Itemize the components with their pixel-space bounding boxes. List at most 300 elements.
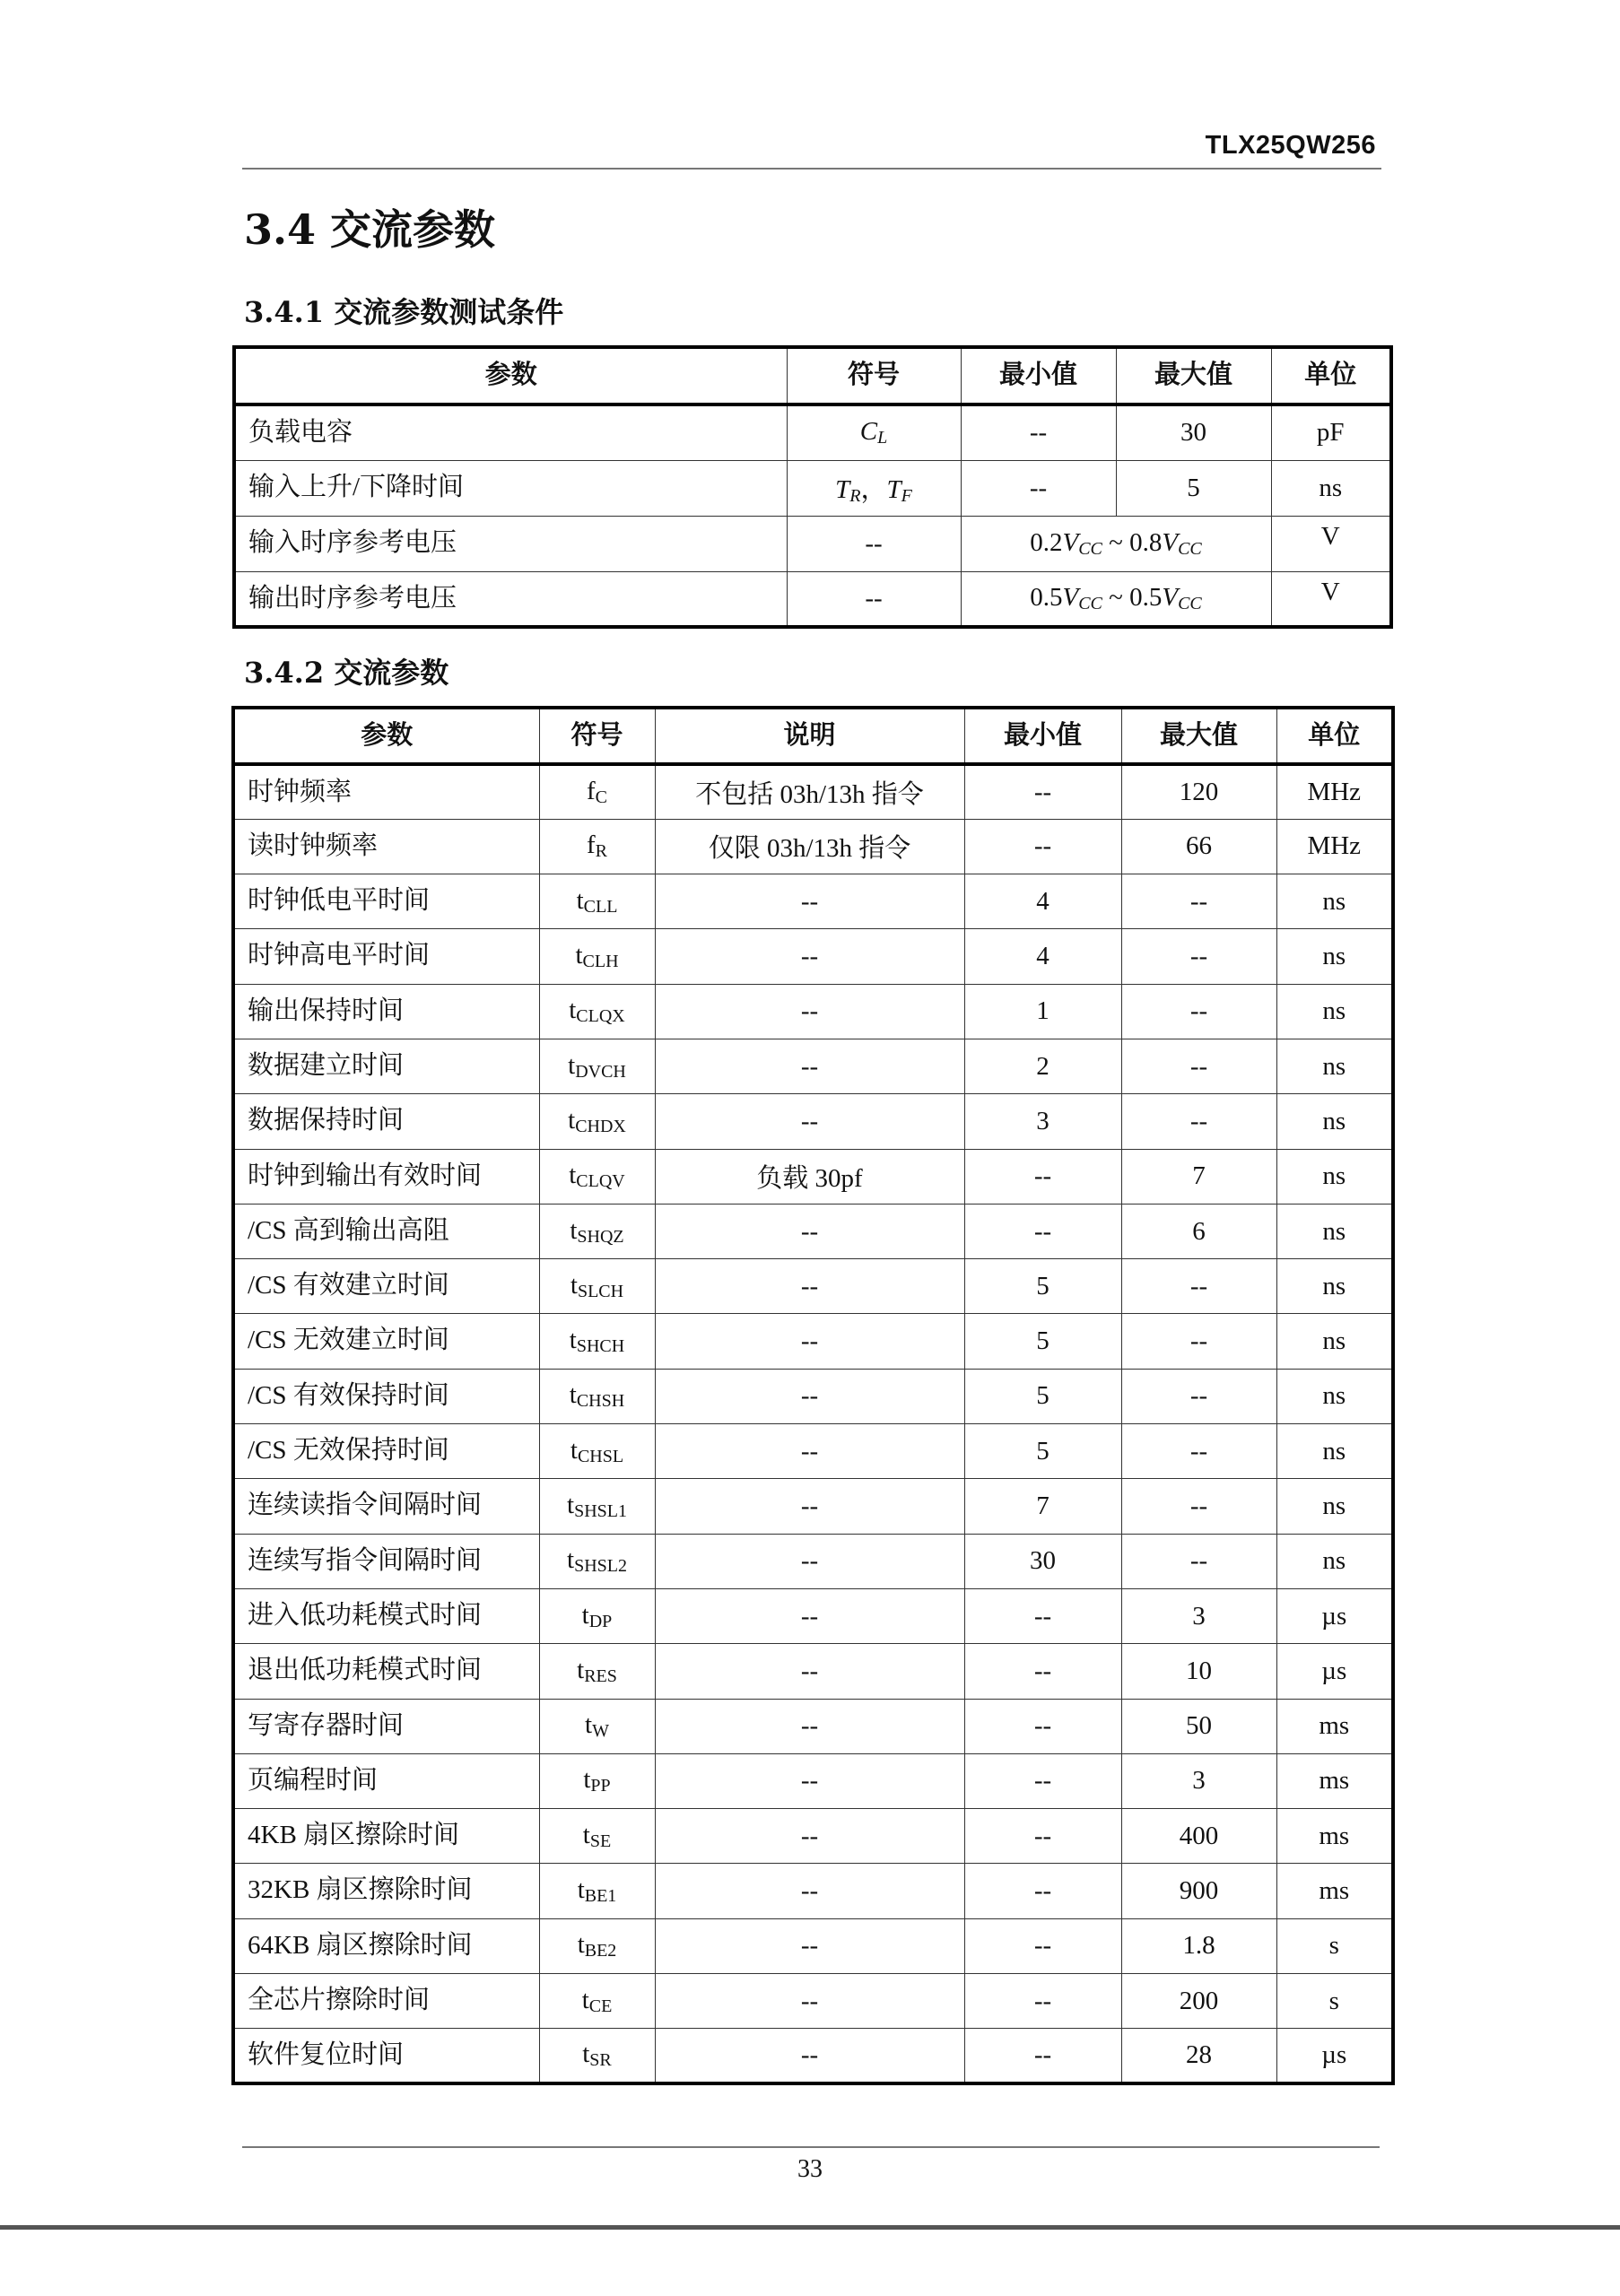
symbol xyxy=(582,1986,613,2014)
symbol-base: t xyxy=(569,1161,577,1190)
param-cell: 输出时序参考电压 xyxy=(234,571,787,627)
note-cell: -- xyxy=(655,1259,964,1314)
symbol-subscript: CC xyxy=(1078,593,1102,613)
param-cell: 页编程时间 xyxy=(233,1753,539,1808)
table-row xyxy=(233,1259,1393,1314)
symbol-base: t xyxy=(577,1930,585,1960)
symbol-cell xyxy=(539,1149,655,1204)
unit-cell: MHz xyxy=(1276,764,1393,819)
symbol-subscript: SHSL1 xyxy=(574,1501,627,1521)
symbol-base: t xyxy=(585,1710,593,1740)
footer-divider xyxy=(242,2146,1380,2148)
unit-cell: pF xyxy=(1271,404,1391,460)
max-cell: 10 xyxy=(1121,1644,1276,1699)
symbol-subscript: R xyxy=(595,841,607,862)
symbol-cell xyxy=(539,1479,655,1534)
max-cell: 6 xyxy=(1121,1204,1276,1258)
symbol-cell xyxy=(539,874,655,929)
max-cell: 3 xyxy=(1121,1753,1276,1808)
min-cell: 1 xyxy=(964,984,1121,1039)
symbol-base: T xyxy=(835,475,850,504)
symbol xyxy=(577,1656,617,1684)
symbol-cell xyxy=(539,1974,655,2029)
unit-cell: V xyxy=(1271,571,1391,627)
symbol-cell xyxy=(539,929,655,984)
min-cell: 5 xyxy=(964,1314,1121,1369)
symbol xyxy=(569,996,625,1027)
param-cell: 时钟低电平时间 xyxy=(233,874,539,929)
table-row xyxy=(233,1314,1393,1369)
table-row xyxy=(233,1149,1393,1204)
symbol xyxy=(569,1326,625,1357)
symbol-subscript: CC xyxy=(1178,538,1202,559)
symbol xyxy=(1062,528,1102,557)
param-cell: 时钟高电平时间 xyxy=(233,929,539,984)
unit-cell: s xyxy=(1276,1918,1393,1973)
symbol-subscript: W xyxy=(592,1721,609,1742)
symbol xyxy=(577,1875,617,1907)
note-cell: -- xyxy=(655,1699,964,1753)
column-header: 参数 xyxy=(233,708,539,764)
symbol xyxy=(587,777,607,805)
max-cell: -- xyxy=(1121,1039,1276,1093)
min-cell: 2 xyxy=(964,1039,1121,1093)
symbol-base: V xyxy=(1162,527,1179,557)
unit-cell: µs xyxy=(1276,1588,1393,1643)
range-cell xyxy=(961,516,1271,571)
symbol-base: t xyxy=(569,1326,577,1355)
symbol-subscript: CE xyxy=(588,1996,613,2016)
table-row xyxy=(233,1588,1393,1643)
symbol-cell xyxy=(539,819,655,874)
note-cell: -- xyxy=(655,1424,964,1479)
symbol-base: t xyxy=(570,1215,578,1245)
min-cell: 4 xyxy=(964,874,1121,929)
range-separator: ~ xyxy=(1102,582,1130,612)
table-row xyxy=(233,1864,1393,1918)
symbol-base: t xyxy=(568,1050,576,1080)
range-high: 0.8 xyxy=(1129,527,1163,557)
symbol xyxy=(583,1821,611,1849)
symbol-base: V xyxy=(1162,582,1179,612)
symbol xyxy=(1162,528,1201,557)
param-cell: 连续写指令间隔时间 xyxy=(233,1534,539,1588)
symbol-cell xyxy=(539,1534,655,1588)
symbol-cell xyxy=(539,1424,655,1479)
max-cell: 7 xyxy=(1121,1149,1276,1204)
symbol-subscript: RES xyxy=(584,1665,617,1686)
max-cell: -- xyxy=(1121,1424,1276,1479)
symbol xyxy=(1062,583,1102,612)
max-cell: 50 xyxy=(1121,1699,1276,1753)
max-cell: 30 xyxy=(1116,404,1271,460)
symbol-subscript: SR xyxy=(589,2050,612,2071)
param-cell: 4KB 扇区擦除时间 xyxy=(233,1809,539,1864)
min-cell: -- xyxy=(964,1753,1121,1808)
symbol-base: t xyxy=(568,1105,576,1135)
symbol xyxy=(582,2039,612,2071)
symbol-subscript: CHSH xyxy=(576,1391,625,1412)
unit-cell: ns xyxy=(1276,1479,1393,1534)
max-cell: -- xyxy=(1121,1094,1276,1149)
param-cell: 软件复位时间 xyxy=(233,2029,539,2083)
symbol-base: V xyxy=(1062,527,1079,557)
min-cell: -- xyxy=(964,1699,1121,1753)
symbol-subscript: PP xyxy=(590,1776,611,1796)
unit-cell: ns xyxy=(1276,1039,1393,1093)
table-row xyxy=(233,1094,1393,1149)
table-row xyxy=(233,2029,1393,2083)
symbol-base: t xyxy=(567,1491,575,1519)
param-cell: 输入上升/下降时间 xyxy=(234,460,787,516)
symbol-base: t xyxy=(569,996,577,1025)
symbol-cell xyxy=(539,1864,655,1918)
max-cell: 3 xyxy=(1121,1588,1276,1643)
header-divider xyxy=(242,168,1381,170)
symbol xyxy=(578,1930,617,1959)
symbol-cell xyxy=(539,1039,655,1093)
symbol xyxy=(835,475,860,504)
unit-cell: ns xyxy=(1276,1534,1393,1588)
symbol-subscript: CHDX xyxy=(575,1116,626,1136)
column-header: 说明 xyxy=(655,708,964,764)
symbol xyxy=(569,1380,625,1412)
min-cell: 3 xyxy=(964,1094,1121,1149)
symbol-subscript: C xyxy=(595,787,607,807)
symbol xyxy=(575,941,618,970)
symbol xyxy=(567,1491,627,1519)
symbol-base: t xyxy=(570,1270,578,1300)
symbol-cell xyxy=(539,1644,655,1699)
max-cell: -- xyxy=(1121,1479,1276,1534)
min-cell: 7 xyxy=(964,1479,1121,1534)
unit-cell: ms xyxy=(1276,1864,1393,1918)
unit-cell: ms xyxy=(1276,1699,1393,1753)
max-cell: 1.8 xyxy=(1121,1918,1276,1973)
symbol-subscript: SHSL2 xyxy=(574,1556,627,1577)
max-cell: -- xyxy=(1121,1259,1276,1314)
table-row xyxy=(233,1644,1393,1699)
table-row xyxy=(233,764,1393,819)
range-separator: ~ xyxy=(1102,527,1130,557)
symbol-subscript: CLQX xyxy=(576,1006,625,1027)
max-cell: 900 xyxy=(1121,1864,1276,1918)
table-row xyxy=(233,1753,1393,1808)
note-cell: 负载 30pf xyxy=(655,1149,964,1204)
symbol-subscript: CC xyxy=(1178,593,1202,613)
table-row xyxy=(233,874,1393,929)
symbol-cell xyxy=(539,1259,655,1314)
range-low: 0.2 xyxy=(1030,527,1063,557)
document-id: TLX25QW256 xyxy=(1205,131,1376,160)
max-cell: 400 xyxy=(1121,1809,1276,1864)
subsection-title-test-conditions: 3.4.1 交流参数测试条件 xyxy=(244,295,564,329)
column-header: 最小值 xyxy=(964,708,1121,764)
table-row xyxy=(234,516,1391,571)
min-cell: -- xyxy=(964,1809,1121,1864)
note-cell: -- xyxy=(655,984,964,1039)
table-row xyxy=(233,1699,1393,1753)
symbol-subscript: BE1 xyxy=(584,1886,617,1907)
min-cell: 30 xyxy=(964,1534,1121,1588)
range-cell xyxy=(961,571,1271,627)
table-row xyxy=(233,1974,1393,2029)
symbol xyxy=(582,1601,613,1630)
min-cell: -- xyxy=(961,460,1116,516)
unit-cell: ns xyxy=(1276,1204,1393,1258)
min-cell: -- xyxy=(964,819,1121,874)
symbol xyxy=(583,1765,610,1794)
symbol-base: C xyxy=(859,417,878,447)
note-cell: -- xyxy=(655,1094,964,1149)
param-cell: 读时钟频率 xyxy=(233,819,539,874)
symbol xyxy=(860,417,887,446)
max-cell: -- xyxy=(1121,984,1276,1039)
symbol xyxy=(570,1436,623,1465)
max-cell: 28 xyxy=(1121,2029,1276,2083)
symbol-subscript: DP xyxy=(588,1611,613,1631)
min-cell: 4 xyxy=(964,929,1121,984)
symbol-cell: -- xyxy=(787,571,961,627)
symbol-subscript: DVCH xyxy=(575,1061,626,1082)
min-cell: -- xyxy=(964,1974,1121,2029)
param-cell: 数据建立时间 xyxy=(233,1039,539,1093)
symbol xyxy=(567,1545,627,1577)
param-cell: 全芯片擦除时间 xyxy=(233,1974,539,2029)
symbol xyxy=(570,1216,623,1245)
note-cell: -- xyxy=(655,1479,964,1534)
param-cell: /CS 高到输出高阻 xyxy=(233,1204,539,1258)
table-row xyxy=(233,1424,1393,1479)
unit-cell: ns xyxy=(1276,1259,1393,1314)
symbol-cell xyxy=(539,1753,655,1808)
param-cell: /CS 有效建立时间 xyxy=(233,1259,539,1314)
range-high: 0.5 xyxy=(1129,582,1163,612)
symbol-cell xyxy=(539,1094,655,1149)
max-cell: 120 xyxy=(1121,764,1276,819)
column-header: 最大值 xyxy=(1121,708,1276,764)
max-cell: 66 xyxy=(1121,819,1276,874)
param-cell: 负载电容 xyxy=(234,404,787,460)
ac-parameters-table xyxy=(231,706,1395,2085)
note-cell: -- xyxy=(655,2029,964,2083)
param-cell: 输出保持时间 xyxy=(233,984,539,1039)
symbol-base: t xyxy=(570,1435,578,1465)
table-row xyxy=(234,404,1391,460)
symbol-subscript: SHCH xyxy=(576,1336,625,1357)
symbol-subscript: R xyxy=(849,486,861,506)
symbol-base: t xyxy=(577,1875,585,1905)
symbol-base: T xyxy=(886,475,901,504)
section-title: 3.4 交流参数 xyxy=(244,205,496,254)
unit-cell: ns xyxy=(1276,874,1393,929)
unit-cell: ns xyxy=(1276,1149,1393,1204)
symbol-cell xyxy=(539,2029,655,2083)
unit-cell: ms xyxy=(1276,1753,1393,1808)
param-cell: /CS 有效保持时间 xyxy=(233,1369,539,1423)
table-row xyxy=(233,1809,1393,1864)
note-cell: -- xyxy=(655,1753,964,1808)
symbol xyxy=(568,1106,626,1135)
range-low: 0.5 xyxy=(1030,582,1063,612)
table-row xyxy=(233,1039,1393,1093)
symbol-base: t xyxy=(583,1765,591,1795)
table-row xyxy=(234,571,1391,627)
min-cell: -- xyxy=(964,764,1121,819)
note-cell: -- xyxy=(655,1974,964,2029)
note-cell: -- xyxy=(655,1588,964,1643)
note-cell: -- xyxy=(655,929,964,984)
symbol-cell xyxy=(539,1918,655,1973)
param-cell: /CS 无效建立时间 xyxy=(233,1314,539,1369)
table-header-row xyxy=(233,708,1393,764)
note-cell: -- xyxy=(655,1644,964,1699)
column-header: 符号 xyxy=(539,708,655,764)
symbol-base: V xyxy=(1062,582,1079,612)
symbol-base: t xyxy=(567,1545,575,1575)
symbol-cell xyxy=(539,1204,655,1258)
symbol xyxy=(577,886,618,915)
unit-cell: µs xyxy=(1276,2029,1393,2083)
symbol xyxy=(585,1710,609,1742)
subsection-title-ac-params: 3.4.2 交流参数 xyxy=(244,656,449,690)
unit-cell: ms xyxy=(1276,1809,1393,1864)
separator: ， xyxy=(860,475,887,504)
note-cell: -- xyxy=(655,1314,964,1369)
symbol-cell xyxy=(787,404,961,460)
table-row xyxy=(233,1534,1393,1588)
param-cell: 时钟频率 xyxy=(233,764,539,819)
min-cell: -- xyxy=(964,1918,1121,1973)
symbol xyxy=(568,1051,626,1080)
min-cell: -- xyxy=(961,404,1116,460)
min-cell: -- xyxy=(964,1204,1121,1258)
min-cell: 5 xyxy=(964,1424,1121,1479)
symbol-cell xyxy=(787,460,961,516)
table-row xyxy=(233,984,1393,1039)
note-cell: -- xyxy=(655,1534,964,1588)
symbol-cell xyxy=(539,764,655,819)
note-cell: 不包括 03h/13h 指令 xyxy=(655,764,964,819)
param-cell: /CS 无效保持时间 xyxy=(233,1424,539,1479)
table-row xyxy=(233,1479,1393,1534)
symbol-subscript: SE xyxy=(589,1831,612,1851)
table-row xyxy=(233,1204,1393,1258)
unit-cell: ns xyxy=(1271,460,1391,516)
symbol xyxy=(570,1271,623,1300)
symbol-subscript: CLL xyxy=(583,896,618,917)
symbol-cell xyxy=(539,1699,655,1753)
symbol-cell xyxy=(539,1314,655,1369)
symbol-base: t xyxy=(576,885,584,915)
min-cell: -- xyxy=(964,1864,1121,1918)
max-cell: -- xyxy=(1121,1534,1276,1588)
page-bottom-edge xyxy=(0,2225,1620,2230)
column-header: 最小值 xyxy=(961,347,1116,404)
table-row xyxy=(233,819,1393,874)
symbol-base: t xyxy=(577,1655,585,1684)
symbol-base: f xyxy=(586,831,596,860)
max-cell: -- xyxy=(1121,929,1276,984)
param-cell: 退出低功耗模式时间 xyxy=(233,1644,539,1699)
unit-cell: ns xyxy=(1276,1369,1393,1423)
note-cell: -- xyxy=(655,1369,964,1423)
max-cell: 5 xyxy=(1116,460,1271,516)
max-cell: 200 xyxy=(1121,1974,1276,2029)
param-cell: 数据保持时间 xyxy=(233,1094,539,1149)
symbol-base: t xyxy=(581,1600,589,1630)
column-header: 单位 xyxy=(1276,708,1393,764)
param-cell: 时钟到输出有效时间 xyxy=(233,1149,539,1204)
table-row xyxy=(233,929,1393,984)
min-cell: -- xyxy=(964,2029,1121,2083)
symbol-subscript: F xyxy=(901,486,912,506)
column-header: 参数 xyxy=(234,347,787,404)
unit-cell: ns xyxy=(1276,1314,1393,1369)
symbol xyxy=(1162,583,1201,612)
unit-cell: ns xyxy=(1276,929,1393,984)
note-cell: 仅限 03h/13h 指令 xyxy=(655,819,964,874)
symbol-base: t xyxy=(575,941,583,970)
column-header: 符号 xyxy=(787,347,961,404)
table-row xyxy=(233,1918,1393,1973)
unit-cell: V xyxy=(1271,516,1391,571)
symbol-subscript: SLCH xyxy=(577,1281,624,1301)
param-cell: 32KB 扇区擦除时间 xyxy=(233,1864,539,1918)
symbol-subscript: CLQV xyxy=(576,1171,625,1192)
param-cell: 连续读指令间隔时间 xyxy=(233,1479,539,1534)
symbol-subscript: CC xyxy=(1078,538,1102,559)
symbol-base: t xyxy=(582,1820,590,1849)
symbol-cell xyxy=(539,1588,655,1643)
param-cell: 输入时序参考电压 xyxy=(234,516,787,571)
max-cell: -- xyxy=(1121,1314,1276,1369)
min-cell: -- xyxy=(964,1149,1121,1204)
symbol xyxy=(586,831,607,862)
param-cell: 进入低功耗模式时间 xyxy=(233,1588,539,1643)
max-cell: -- xyxy=(1121,1369,1276,1423)
page-number: 33 xyxy=(797,2155,823,2183)
symbol-cell xyxy=(539,984,655,1039)
min-cell: 5 xyxy=(964,1369,1121,1423)
symbol-subscript: CLH xyxy=(582,952,619,972)
symbol-base: f xyxy=(586,776,596,805)
table-header-row xyxy=(234,347,1391,404)
param-cell: 写寄存器时间 xyxy=(233,1699,539,1753)
test-conditions-table xyxy=(232,345,1393,629)
symbol-cell: -- xyxy=(787,516,961,571)
note-cell: -- xyxy=(655,1918,964,1973)
unit-cell: ns xyxy=(1276,1094,1393,1149)
symbol-base: t xyxy=(582,2039,590,2069)
note-cell: -- xyxy=(655,1204,964,1258)
symbol xyxy=(569,1161,625,1192)
symbol-subscript: SHQZ xyxy=(577,1226,624,1247)
unit-cell: MHz xyxy=(1276,819,1393,874)
column-header: 单位 xyxy=(1271,347,1391,404)
max-cell: -- xyxy=(1121,874,1276,929)
min-cell: -- xyxy=(964,1588,1121,1643)
symbol-base: t xyxy=(581,1985,589,2014)
symbol-subscript: CHSL xyxy=(577,1446,624,1466)
unit-cell: s xyxy=(1276,1974,1393,2029)
unit-cell: ns xyxy=(1276,984,1393,1039)
min-cell: -- xyxy=(964,1644,1121,1699)
unit-cell: µs xyxy=(1276,1644,1393,1699)
symbol-subscript: BE2 xyxy=(584,1941,617,1961)
note-cell: -- xyxy=(655,1864,964,1918)
table-row xyxy=(233,1369,1393,1423)
